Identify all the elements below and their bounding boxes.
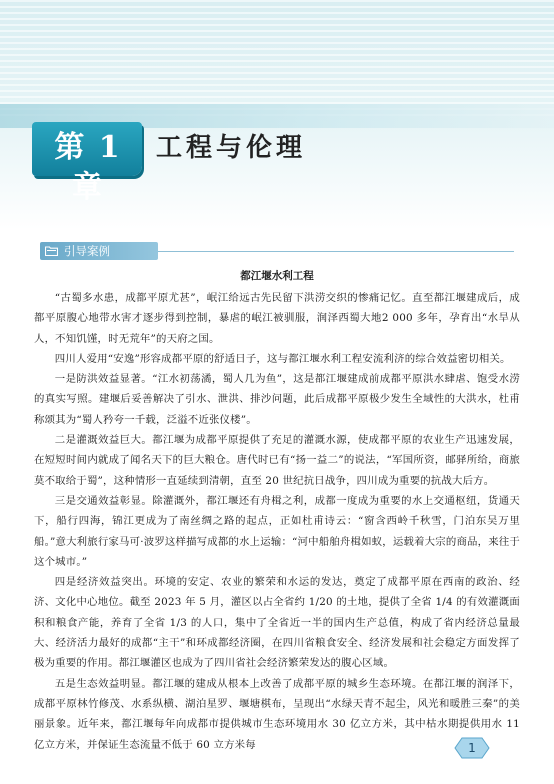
paragraph-transport: 三是交通效益彰显。除灌溉外，都江堰还有舟楫之利，成都一度成为重要的水上交通枢纽，货通天下，船行四海，锦江更成为了南丝绸之路的起点，正如杜甫诗云：“窗含西岭千秋雪，门泊东吴万里船。”意大利旅行家马可·波罗这样描写成都的水上运输：“河中船舶舟楫如蚁，运载着大宗的商品，来往于这个城市。”	[34, 494, 520, 568]
chapter-number-tag	[32, 122, 142, 205]
paragraph-flood-control: 一是防洪效益显著。“江水初荡潏，蜀人几为鱼”，这是都江堰建成前成都平原洪水肆虐、饱受水涝的真实写照。建堰后妥善解决了引水、泄洪、排沙问题，此后成都平原极少发生全域性的大洪水，杜甫称颂其为“蜀人矜夸一千载，泛溢不近张仪楼”。	[34, 373, 520, 426]
paragraph-irrigation: 二是灌溉效益巨大。都江堰为成都平原提供了充足的灌溉水源，使成都平原的农业生产迅速发展，在短短时间内就成了闻名天下的巨大粮仓。唐代时已有“扬一益二”的说法，“军国所资，邮驿所给，商旅莫不取给于蜀”，这种情形一直延续到清朝，直至 20 世纪抗日战争，四川成为重要的抗战大后方。	[34, 434, 520, 487]
page-number-badge	[454, 737, 490, 759]
article-body	[34, 288, 520, 755]
page-number: 1	[468, 741, 476, 755]
paragraph-economy: 四是经济效益突出。环境的安定、农业的繁荣和水运的发达，奠定了成都平原在西南的政治、经济、文化中心地位。截至 2023 年 5 月，灌区以占全省约 1/20 的土地，提供了全省 1/4 的有效灌溉面积和粮食产能，养育了全省 1/3 的人口，集中了全省近一半的国内生产总值，构成了省内经济总量最大、经济活力最好的成都“主干”和环成都经济圈，在四川省粮食安全、经济发展和社会稳定方面发挥了极为重要的作用。都江堰灌区也成为了四川省社会经济繁荣发达的腹心区域。	[34, 576, 520, 670]
banner-stripes	[0, 0, 554, 118]
paragraph-overview: 四川人爱用“安逸”形容成都平原的舒适日子，这与都江堰水利工程安流利济的综合效益密切相关。	[54, 352, 511, 365]
folder-icon	[45, 245, 58, 256]
chapter-banner	[0, 0, 554, 230]
section-header	[40, 242, 514, 260]
chapter-title: 工程与伦理	[156, 133, 307, 163]
chapter-number: 第 1 章	[54, 130, 122, 205]
paragraph-ecology: 五是生态效益明显。都江堰的建成从根本上改善了成都平原的城乡生态环境。在都江堰的润泽下，成都平原林竹修茂、水系纵横、湖泊星罗、堰塘棋布，呈现出“水绿天青不起尘，风光和暖胜三秦”的美丽景象。近年来，都江堰每年向成都市提供城市生态环境用水 30 亿立方米，其中枯水期提供用水 11 亿立方米，并保证生态流量不低于 60 立方米每	[34, 677, 520, 751]
article-title: 都江堰水利工程	[240, 270, 314, 282]
section-label: 引导案例	[64, 244, 110, 258]
section-divider	[158, 251, 514, 252]
section-label-box	[40, 242, 158, 260]
paragraph-intro: “古蜀多水患，成都平原尤甚”，岷江给远古先民留下洪涝交织的惨痛记忆。直至都江堰建成后，成都平原腹心地带水害才逐步得到控制，暴虐的岷江被驯服，润泽西蜀大地2 000 多年，孕育出“水旱从人，不知饥馑，时无荒年”的天府之国。	[34, 292, 520, 345]
